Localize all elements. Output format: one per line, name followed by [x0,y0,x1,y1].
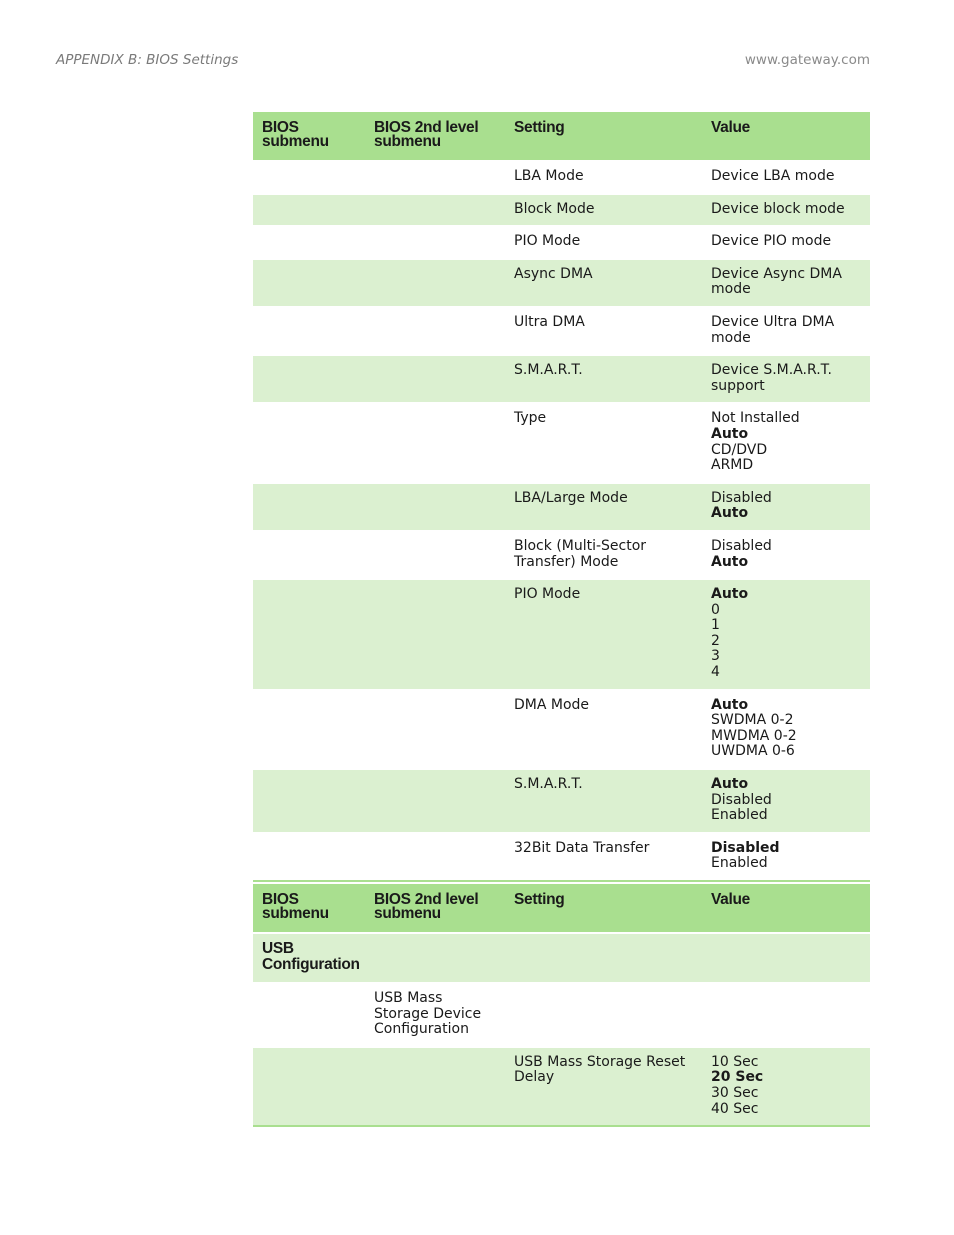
col-header-value: Value [702,112,870,161]
setting-cell: S.M.A.R.T. [505,769,702,833]
setting-cell: USB Mass Storage Reset Delay [505,1047,702,1126]
value-option: 2 [711,632,720,649]
setting-cell: 32Bit Data Transfer [505,833,702,881]
table-row [253,161,870,194]
value-option: 4 [711,664,720,681]
setting-cell: Block Mode [505,194,702,227]
bios-submenu-cell [253,403,365,482]
group-title-usb-configuration: USB Configuration [262,940,360,973]
value-option: Disabled [711,839,780,856]
value-cell [702,833,870,881]
value-option: Auto [711,696,749,713]
value-option: 40 Sec [711,1100,759,1117]
submenu-cell [365,690,505,769]
value-option: SWDMA 0-2 [711,712,794,729]
table-row [253,403,870,482]
value-option: 1 [711,617,720,634]
value-option: Device Async DMA [711,265,842,282]
value-cell [702,355,870,403]
col-header-setting: Setting [505,884,702,933]
value-cell [702,690,870,769]
value-option: Enabled [711,807,768,824]
bios-submenu-cell [253,226,365,259]
submenu-cell [365,769,505,833]
table-row [253,226,870,259]
bios-submenu-cell [253,933,365,983]
value-cell [702,259,870,307]
value-option: support [711,377,765,394]
table-body [253,161,870,881]
bios-submenu-cell [253,307,365,355]
value-option: MWDMA 0-2 [711,727,797,744]
table-row [253,983,870,1047]
setting-cell: Type [505,403,702,482]
col-header-bios-submenu: BIOS submenu [253,884,365,933]
setting-cell: PIO Mode [505,579,702,690]
value-cell [702,1047,870,1126]
setting-cell: Async DMA [505,259,702,307]
bios-submenu-cell [253,483,365,531]
value-option: 3 [711,648,720,665]
value-option: Disabled [711,537,772,554]
bios-submenu-cell [253,769,365,833]
col-header-setting: Setting [505,112,702,161]
value-option: Device Ultra DMA [711,313,835,330]
value-option: ARMD [711,457,754,474]
table-row [253,194,870,227]
setting-cell: LBA Mode [505,161,702,194]
bios-submenu-cell [253,259,365,307]
submenu-cell [365,226,505,259]
table-row [253,1047,870,1126]
table-header-row [253,884,870,933]
value-option: Disabled [711,791,772,808]
submenu-cell [365,355,505,403]
value-option: Auto [711,425,749,442]
bios-submenu-cell [253,161,365,194]
bios-submenu-cell [253,194,365,227]
value-cell [702,307,870,355]
value-cell [702,403,870,482]
table-row [253,355,870,403]
value-option: Auto [711,776,749,793]
value-option: UWDMA 0-6 [711,743,795,760]
submenu-cell [365,483,505,531]
value-option: Disabled [711,489,772,506]
value-option: Not Installed [711,410,800,427]
value-option: Device LBA mode [711,168,835,184]
value-option: 0 [711,601,720,618]
value-option: Auto [711,505,749,522]
bios-submenu-cell [253,833,365,881]
bios-settings-table-2 [253,884,870,1127]
running-header-left: APPENDIX B: BIOS Settings [56,52,239,68]
value-option: Device PIO mode [711,233,832,250]
col-header-bios-submenu: BIOS submenu [253,112,365,161]
value-cell [702,769,870,833]
submenu-cell: USB Mass Storage Device Configuration [365,983,505,1047]
table-row [253,579,870,690]
value-cell [702,531,870,579]
value-cell [702,579,870,690]
bios-submenu-cell [253,690,365,769]
submenu-cell [365,259,505,307]
value-cell [702,483,870,531]
setting-cell: PIO Mode [505,226,702,259]
submenu-cell [365,307,505,355]
submenu-cell [365,531,505,579]
submenu-cell [365,403,505,482]
value-option: 30 Sec [711,1084,759,1101]
setting-cell: LBA/Large Mode [505,483,702,531]
col-header-2nd-level-submenu: BIOS 2nd level submenu [365,884,505,933]
value-option: mode [711,329,751,346]
value-cell [702,161,870,194]
bios-submenu-cell [253,579,365,690]
value-option: Auto [711,553,749,570]
bios-settings-table-1 [253,112,870,882]
setting-cell: Block (Multi-Sector Transfer) Mode [505,531,702,579]
value-cell [702,226,870,259]
table-header-row [253,112,870,161]
col-header-value: Value [702,884,870,933]
submenu-cell [365,833,505,881]
table-row [253,833,870,881]
table-row [253,769,870,833]
value-cell [702,194,870,227]
value-option: 10 Sec [711,1053,759,1070]
table-row [253,933,870,983]
value-option: Device S.M.A.R.T. [711,362,832,379]
setting-cell: DMA Mode [505,690,702,769]
value-option: CD/DVD [711,441,768,458]
table-row [253,307,870,355]
running-header-url: www.gateway.com [744,52,870,68]
bios-submenu-cell [253,531,365,579]
bios-submenu-cell [253,355,365,403]
value-option: mode [711,281,751,298]
setting-cell: Ultra DMA [505,307,702,355]
value-option: Auto [711,586,749,603]
value-option: Device block mode [711,200,845,217]
value-option: 20 Sec [711,1069,764,1086]
setting-cell: S.M.A.R.T. [505,355,702,403]
col-header-2nd-level-submenu: BIOS 2nd level submenu [365,112,505,161]
submenu-cell [365,161,505,194]
submenu-cell [365,579,505,690]
table-row [253,259,870,307]
submenu-cell [365,194,505,227]
value-option: Enabled [711,855,768,872]
table-row [253,483,870,531]
table-row [253,531,870,579]
table-row [253,690,870,769]
